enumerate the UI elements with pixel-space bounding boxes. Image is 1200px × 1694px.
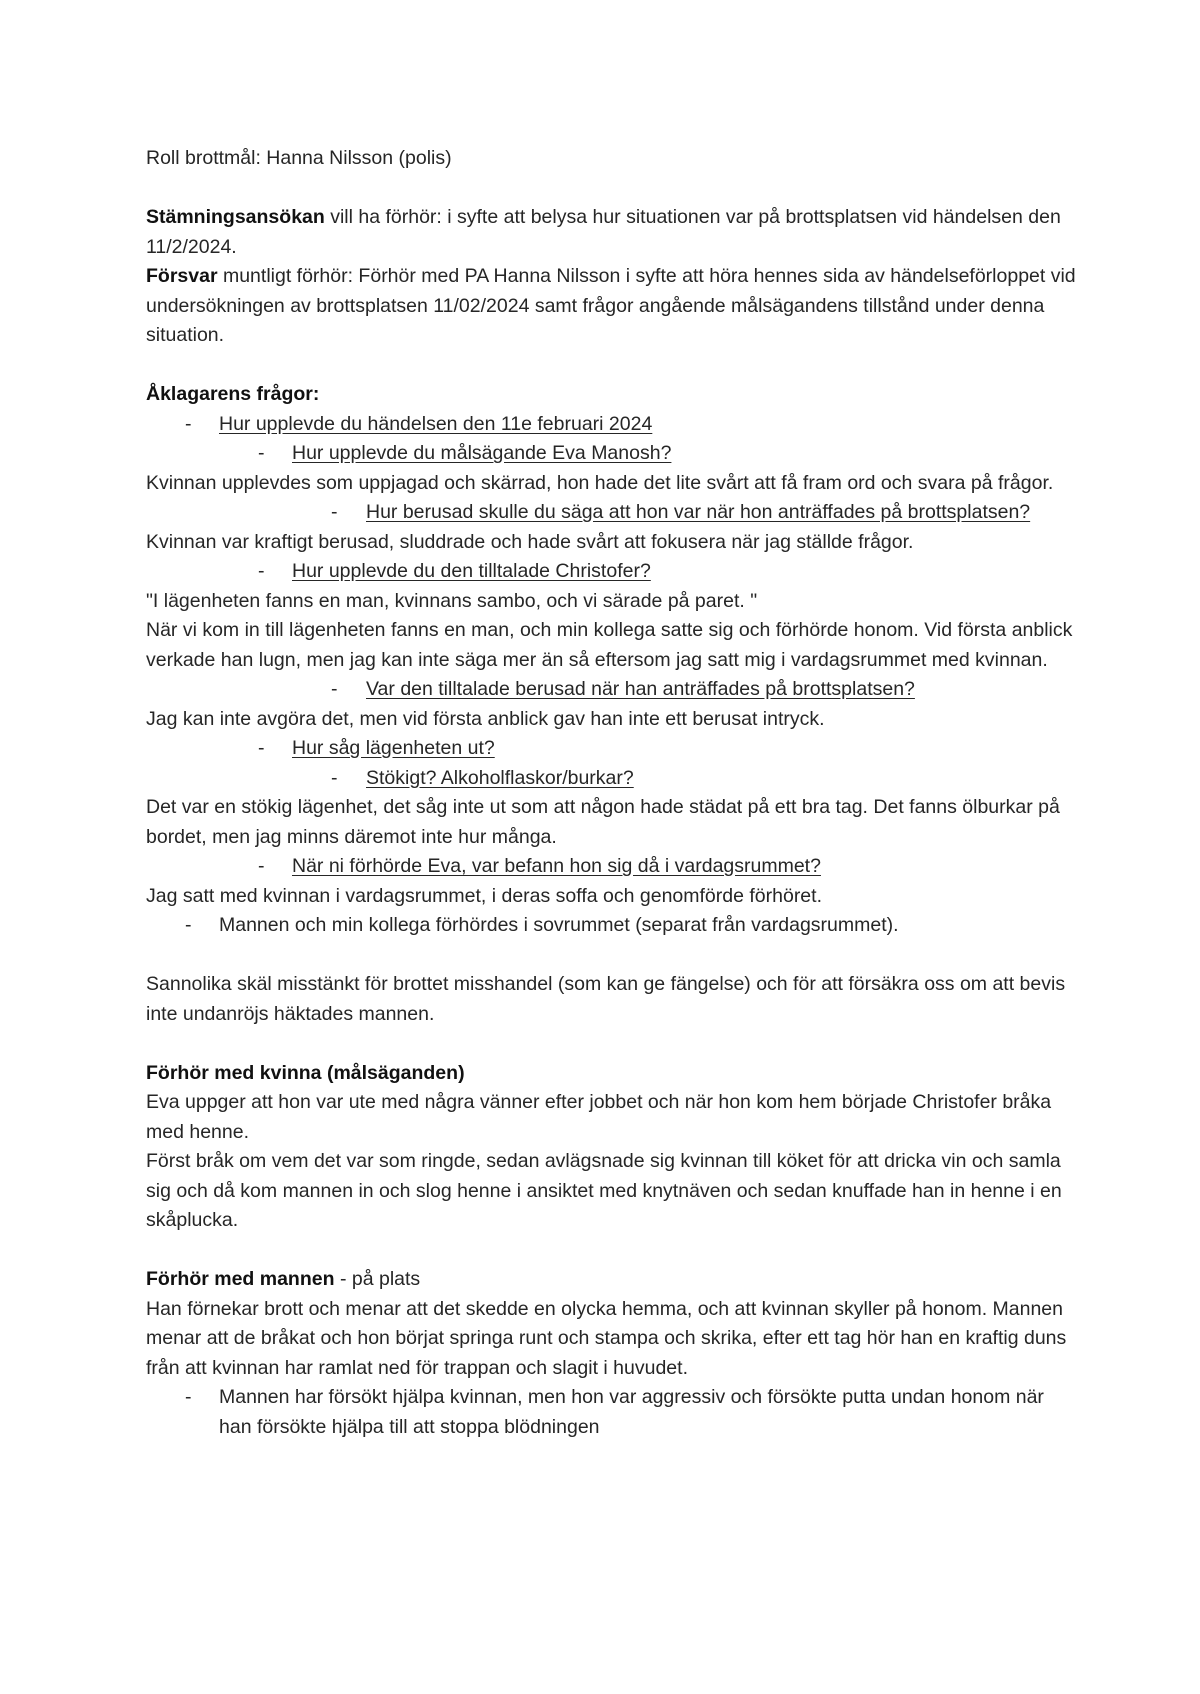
list-dash: -	[331, 501, 338, 523]
stamningsansokan-paragraph	[146, 203, 1076, 262]
forhor-mannen-heading-line	[146, 1265, 1076, 1295]
forhor-kvinna-paragraph: Först bråk om vem det var som ringde, sedan avlägsnade sig kvinnan till köket för att dricka vin och samla sig och då kom mannen in och slog henne i ansiktet med knytnäven och sedan knuffade han in henne i en skåplucka.	[146, 1150, 1062, 1231]
answer-paragraph: Jag kan inte avgöra det, men vid första anblick gav han inte ett berusat intryck.	[146, 707, 825, 730]
question-text: Hur upplevde du målsägande Eva Manosh?	[292, 442, 672, 464]
forsvar-label: Försvar	[146, 265, 218, 287]
bullet-item	[146, 911, 1076, 941]
list-dash: -	[258, 560, 265, 582]
list-dash: -	[331, 678, 338, 700]
forhor-mannen-paragraph: Han förnekar brott och menar att det skedde en olycka hemma, och att kvinnan skyller på honom. Mannen menar att de bråkat och hon börjat springa runt och stampa och skrika, efter ett tag hör han en kraftig duns från att kvinnan har ramlat ned för trappan och slagit i huvudet.	[146, 1297, 1067, 1379]
list-dash: -	[185, 1386, 192, 1408]
question-item	[146, 764, 1076, 794]
list-dash: -	[185, 914, 192, 936]
question-item	[146, 410, 1076, 440]
spacer	[146, 174, 1076, 204]
forsvar-paragraph	[146, 262, 1076, 351]
spacer	[146, 351, 1076, 381]
question-text: Stökigt? Alkoholflaskor/burkar?	[366, 766, 634, 789]
forhor-mannen-heading: Förhör med mannen	[146, 1268, 335, 1290]
question-text: Hur upplevde du händelsen den 11e februari 2024	[219, 412, 653, 435]
document-title: Roll brottmål: Hanna Nilsson (polis)	[146, 147, 452, 169]
answer-paragraph: När vi kom in till lägenheten fanns en man, och min kollega satte sig och förhörde honom. Vid första anblick verkade han lugn, men jag kan inte säga mer än så eftersom jag satt mig i vardagsrummet med kvinnan.	[146, 619, 1073, 671]
bullet-text: Mannen och min kollega förhördes i sovrummet (separat från vardagsrummet).	[219, 914, 899, 936]
question-item	[146, 557, 1076, 587]
spacer	[146, 941, 1076, 971]
answer-paragraph: Det var en stökig lägenhet, det såg inte ut som att någon hade städat på ett bra tag. Det fanns ölburkar på bordet, men jag minns däremot inte hur många.	[146, 796, 1060, 848]
stamningsansokan-text: vill ha förhör: i syfte att belysa hur situationen var på brottsplatsen vid händelsen den 11/2/2024.	[146, 206, 1061, 258]
bullet-text: Mannen har försökt hjälpa kvinnan, men hon var aggressiv och försökte putta undan honom när han försökte hjälpa till att stoppa blödningen	[219, 1386, 1044, 1438]
answer-paragraph: Kvinnan upplevdes som uppjagad och skärrad, hon hade det lite svårt att få fram ord och svara på frågor.	[146, 471, 1054, 494]
spacer	[146, 1029, 1076, 1059]
question-text: Hur såg lägenheten ut?	[292, 737, 495, 759]
spacer	[146, 1236, 1076, 1266]
question-text: Var den tilltalade berusad när han anträffades på brottsplatsen?	[366, 678, 915, 700]
question-text: Hur upplevde du den tilltalade Christofer?	[292, 560, 651, 582]
question-item	[146, 852, 1076, 882]
forhor-kvinna-heading: Förhör med kvinna (målsäganden)	[146, 1061, 465, 1084]
sannolika-skal-paragraph: Sannolika skäl misstänkt för brottet misshandel (som kan ge fängelse) och för att försäkra oss om att bevis inte undanröjs häktades mannen.	[146, 973, 1066, 1025]
document-body	[146, 144, 1076, 1442]
stamningsansokan-label: Stämningsansökan	[146, 206, 325, 228]
forhor-kvinna-paragraph: Eva uppger att hon var ute med några vänner efter jobbet och när hon kom hem började Christofer bråka med henne.	[146, 1091, 1052, 1143]
aklagarens-fragor-heading: Åklagarens frågor:	[146, 383, 320, 405]
list-dash: -	[258, 855, 265, 877]
list-dash: -	[185, 412, 192, 435]
forhor-mannen-suffix: - på plats	[334, 1268, 421, 1290]
question-text: När ni förhörde Eva, var befann hon sig då i vardagsrummet?	[292, 855, 821, 877]
answer-paragraph: Jag satt med kvinnan i vardagsrummet, i deras soffa och genomförde förhöret.	[146, 884, 822, 907]
list-dash: -	[258, 737, 265, 759]
forsvar-text: muntligt förhör: Förhör med PA Hanna Nilsson i syfte att höra hennes sida av händelseförloppet vid undersökningen av brottsplatsen 11/02/2024 samt frågor angående målsägandens tillstånd under denna situation.	[146, 265, 1076, 346]
question-item	[146, 734, 1076, 764]
question-item	[146, 439, 1076, 469]
answer-paragraph: Kvinnan var kraftigt berusad, sluddrade och hade svårt att fokusera när jag ställde frågor.	[146, 530, 914, 553]
question-item	[146, 675, 1076, 705]
bullet-item	[146, 1383, 1076, 1442]
list-dash: -	[258, 442, 265, 464]
list-dash: -	[331, 766, 338, 789]
question-text: Hur berusad skulle du säga att hon var när hon anträffades på brottsplatsen?	[366, 501, 1031, 523]
question-item	[146, 498, 1076, 528]
quote-paragraph: "I lägenheten fanns en man, kvinnans sambo, och vi särade på paret. "	[146, 589, 758, 612]
